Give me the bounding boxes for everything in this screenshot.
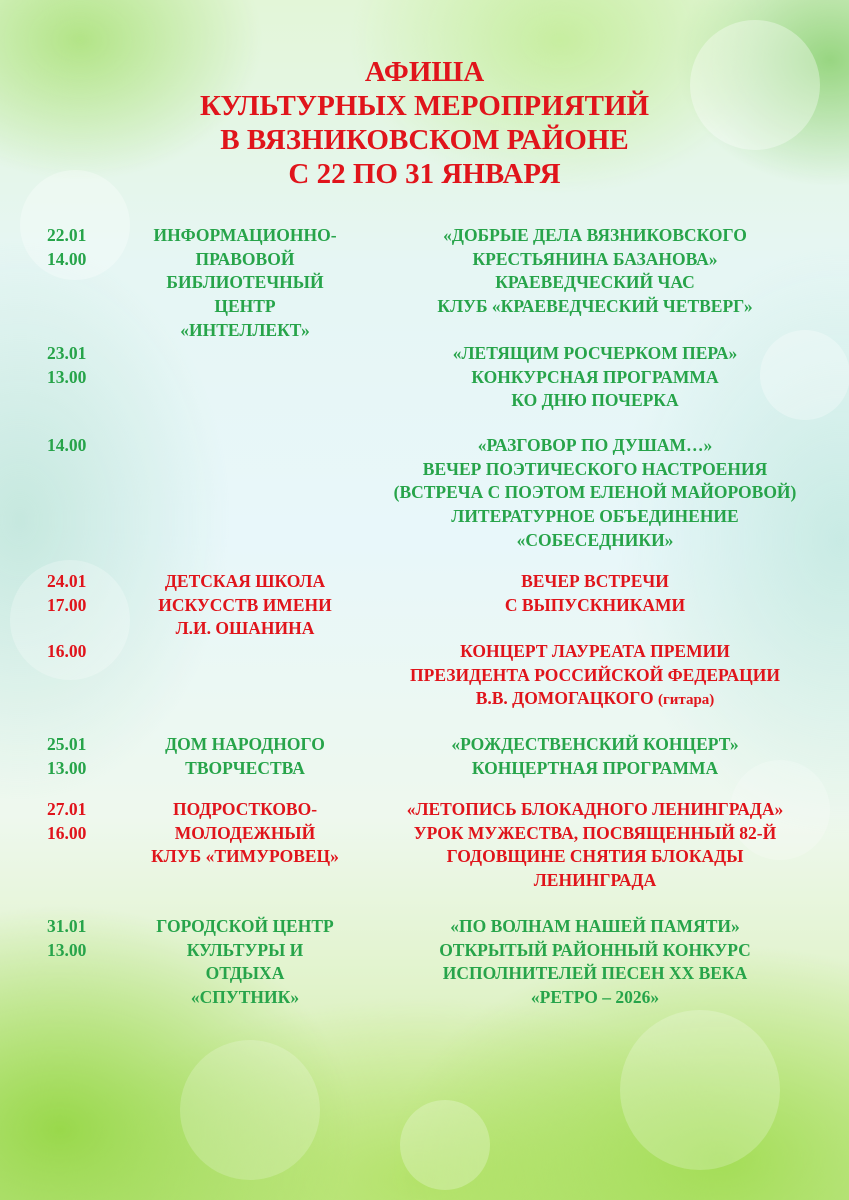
title-line: В ВЯЗНИКОВСКОМ РАЙОНЕ [220, 124, 629, 156]
event-datetime [47, 915, 86, 962]
description-line: ВЕЧЕР ВСТРЕЧИ [521, 571, 669, 591]
event-datetime [47, 342, 86, 389]
description-line: «РОЖДЕСТВЕНСКИЙ КОНЦЕРТ» [451, 734, 739, 754]
title-line: АФИША [364, 56, 485, 88]
event-date: 24.01 [47, 571, 87, 591]
description-line [345, 687, 845, 713]
venue-line: ПРАВОВОЙ [195, 248, 295, 269]
venue-line: «ИНТЕЛЛЕКТ» [180, 319, 310, 340]
event-datetime [47, 798, 86, 845]
event-time: 13.00 [47, 366, 87, 387]
event-time: 16.00 [47, 641, 87, 661]
venue-line: ЦЕНТР [214, 296, 276, 317]
description-line: ИСПОЛНИТЕЛЕЙ ПЕСЕН XX ВЕКА [442, 963, 748, 984]
event-datetime [47, 640, 86, 664]
bokeh-light [180, 1040, 320, 1180]
description-line: (ВСТРЕЧА С ПОЭТОМ ЕЛЕНОЙ МАЙОРОВОЙ) [393, 482, 797, 503]
event-time: 17.00 [47, 594, 87, 615]
event-datetime [47, 434, 86, 458]
event-time: 14.00 [47, 435, 87, 455]
venue-line: ИСКУССТВ ИМЕНИ [158, 594, 332, 615]
venue-line: ДЕТСКАЯ ШКОЛА [164, 571, 326, 591]
description-line: УРОК МУЖЕСТВА, ПОСВЯЩЕННЫЙ 82-Й [413, 822, 777, 843]
event-time: 13.00 [47, 939, 87, 960]
event-date: 25.01 [47, 734, 87, 754]
description-line: КОНЦЕРТНАЯ ПРОГРАММА [471, 757, 719, 778]
description-line: КРЕСТЬЯНИНА БАЗАНОВА» [472, 248, 718, 269]
description-line: ОТКРЫТЫЙ РАЙОННЫЙ КОНКУРС [439, 939, 751, 960]
description-line: ВЕЧЕР ПОЭТИЧЕСКОГО НАСТРОЕНИЯ [422, 458, 768, 479]
description-line: ГОДОВЩИНЕ СНЯТИЯ БЛОКАДЫ [446, 846, 744, 867]
event-date: 23.01 [47, 343, 87, 363]
description-line: «ЛЕТОПИСЬ БЛОКАДНОГО ЛЕНИНГРАДА» [406, 799, 784, 819]
event-datetime [47, 224, 86, 271]
event-description [345, 915, 845, 1010]
event-description [345, 570, 845, 617]
event-description [345, 342, 845, 413]
event-venue [105, 798, 385, 869]
venue-line: ИНФОРМАЦИОННО- [153, 225, 337, 245]
description-line: КРАЕВЕДЧЕСКИЙ ЧАС [495, 272, 695, 293]
venue-line: ТВОРЧЕСТВА [185, 757, 305, 778]
event-description [345, 224, 845, 319]
event-datetime [47, 733, 86, 780]
description-line: «ДОБРЫЕ ДЕЛА ВЯЗНИКОВСКОГО [443, 225, 747, 245]
performer-name: В.В. ДОМОГАЦКОГО [475, 688, 658, 709]
description-line: ПРЕЗИДЕНТА РОССИЙСКОЙ ФЕДЕРАЦИИ [410, 664, 780, 685]
event-description [345, 640, 845, 713]
event-venue [105, 224, 385, 343]
event-description [345, 434, 845, 553]
event-description [345, 733, 845, 780]
description-line: КЛУБ «КРАЕВЕДЧЕСКИЙ ЧЕТВЕРГ» [437, 296, 753, 317]
description-line: «РЕТРО – 2026» [530, 987, 660, 1008]
description-line: ЛЕНИНГРАДА [533, 870, 657, 891]
description-line: С ВЫПУСКНИКАМИ [504, 594, 686, 615]
title-line: С 22 ПО 31 ЯНВАРЯ [288, 158, 561, 190]
venue-line: ГОРОДСКОЙ ЦЕНТР [156, 916, 334, 936]
venue-line: КЛУБ «ТИМУРОВЕЦ» [151, 846, 339, 867]
description-line: КОНЦЕРТ ЛАУРЕАТА ПРЕМИИ [460, 641, 730, 661]
event-venue [105, 915, 385, 1010]
event-time: 14.00 [47, 248, 87, 269]
event-time: 13.00 [47, 757, 87, 778]
event-date: 27.01 [47, 799, 87, 819]
description-line: ЛИТЕРАТУРНОЕ ОБЪЕДИНЕНИЕ [451, 506, 739, 527]
event-time: 16.00 [47, 822, 87, 843]
description-line: КО ДНЮ ПОЧЕРКА [511, 390, 679, 411]
venue-line: МОЛОДЕЖНЫЙ [174, 822, 316, 843]
venue-line: ПОДРОСТКОВО- [172, 799, 318, 819]
event-date: 31.01 [47, 916, 87, 936]
title-line: КУЛЬТУРНЫХ МЕРОПРИЯТИЙ [199, 90, 650, 122]
venue-line: БИБЛИОТЕЧНЫЙ [166, 272, 324, 293]
venue-line: Л.И. ОШАНИНА [175, 618, 315, 639]
venue-line: «СПУТНИК» [190, 987, 300, 1008]
instrument-note: (гитара) [657, 692, 715, 709]
bokeh-light [620, 1010, 780, 1170]
description-line: КОНКУРСНАЯ ПРОГРАММА [471, 366, 719, 387]
venue-line: ДОМ НАРОДНОГО [165, 734, 325, 754]
event-venue [105, 733, 385, 780]
poster-title [0, 55, 849, 191]
description-line: «РАЗГОВОР ПО ДУШАМ…» [477, 435, 713, 455]
event-venue [105, 570, 385, 641]
venue-line: КУЛЬТУРЫ И [186, 939, 304, 960]
event-description [345, 798, 845, 893]
bokeh-light [400, 1100, 490, 1190]
description-line: «СОБЕСЕДНИКИ» [516, 529, 674, 550]
description-line: «ПО ВОЛНАМ НАШЕЙ ПАМЯТИ» [450, 916, 740, 936]
event-datetime [47, 570, 86, 617]
event-date: 22.01 [47, 225, 87, 245]
venue-line: ОТДЫХА [205, 963, 285, 984]
description-line: «ЛЕТЯЩИМ РОСЧЕРКОМ ПЕРА» [452, 343, 738, 363]
